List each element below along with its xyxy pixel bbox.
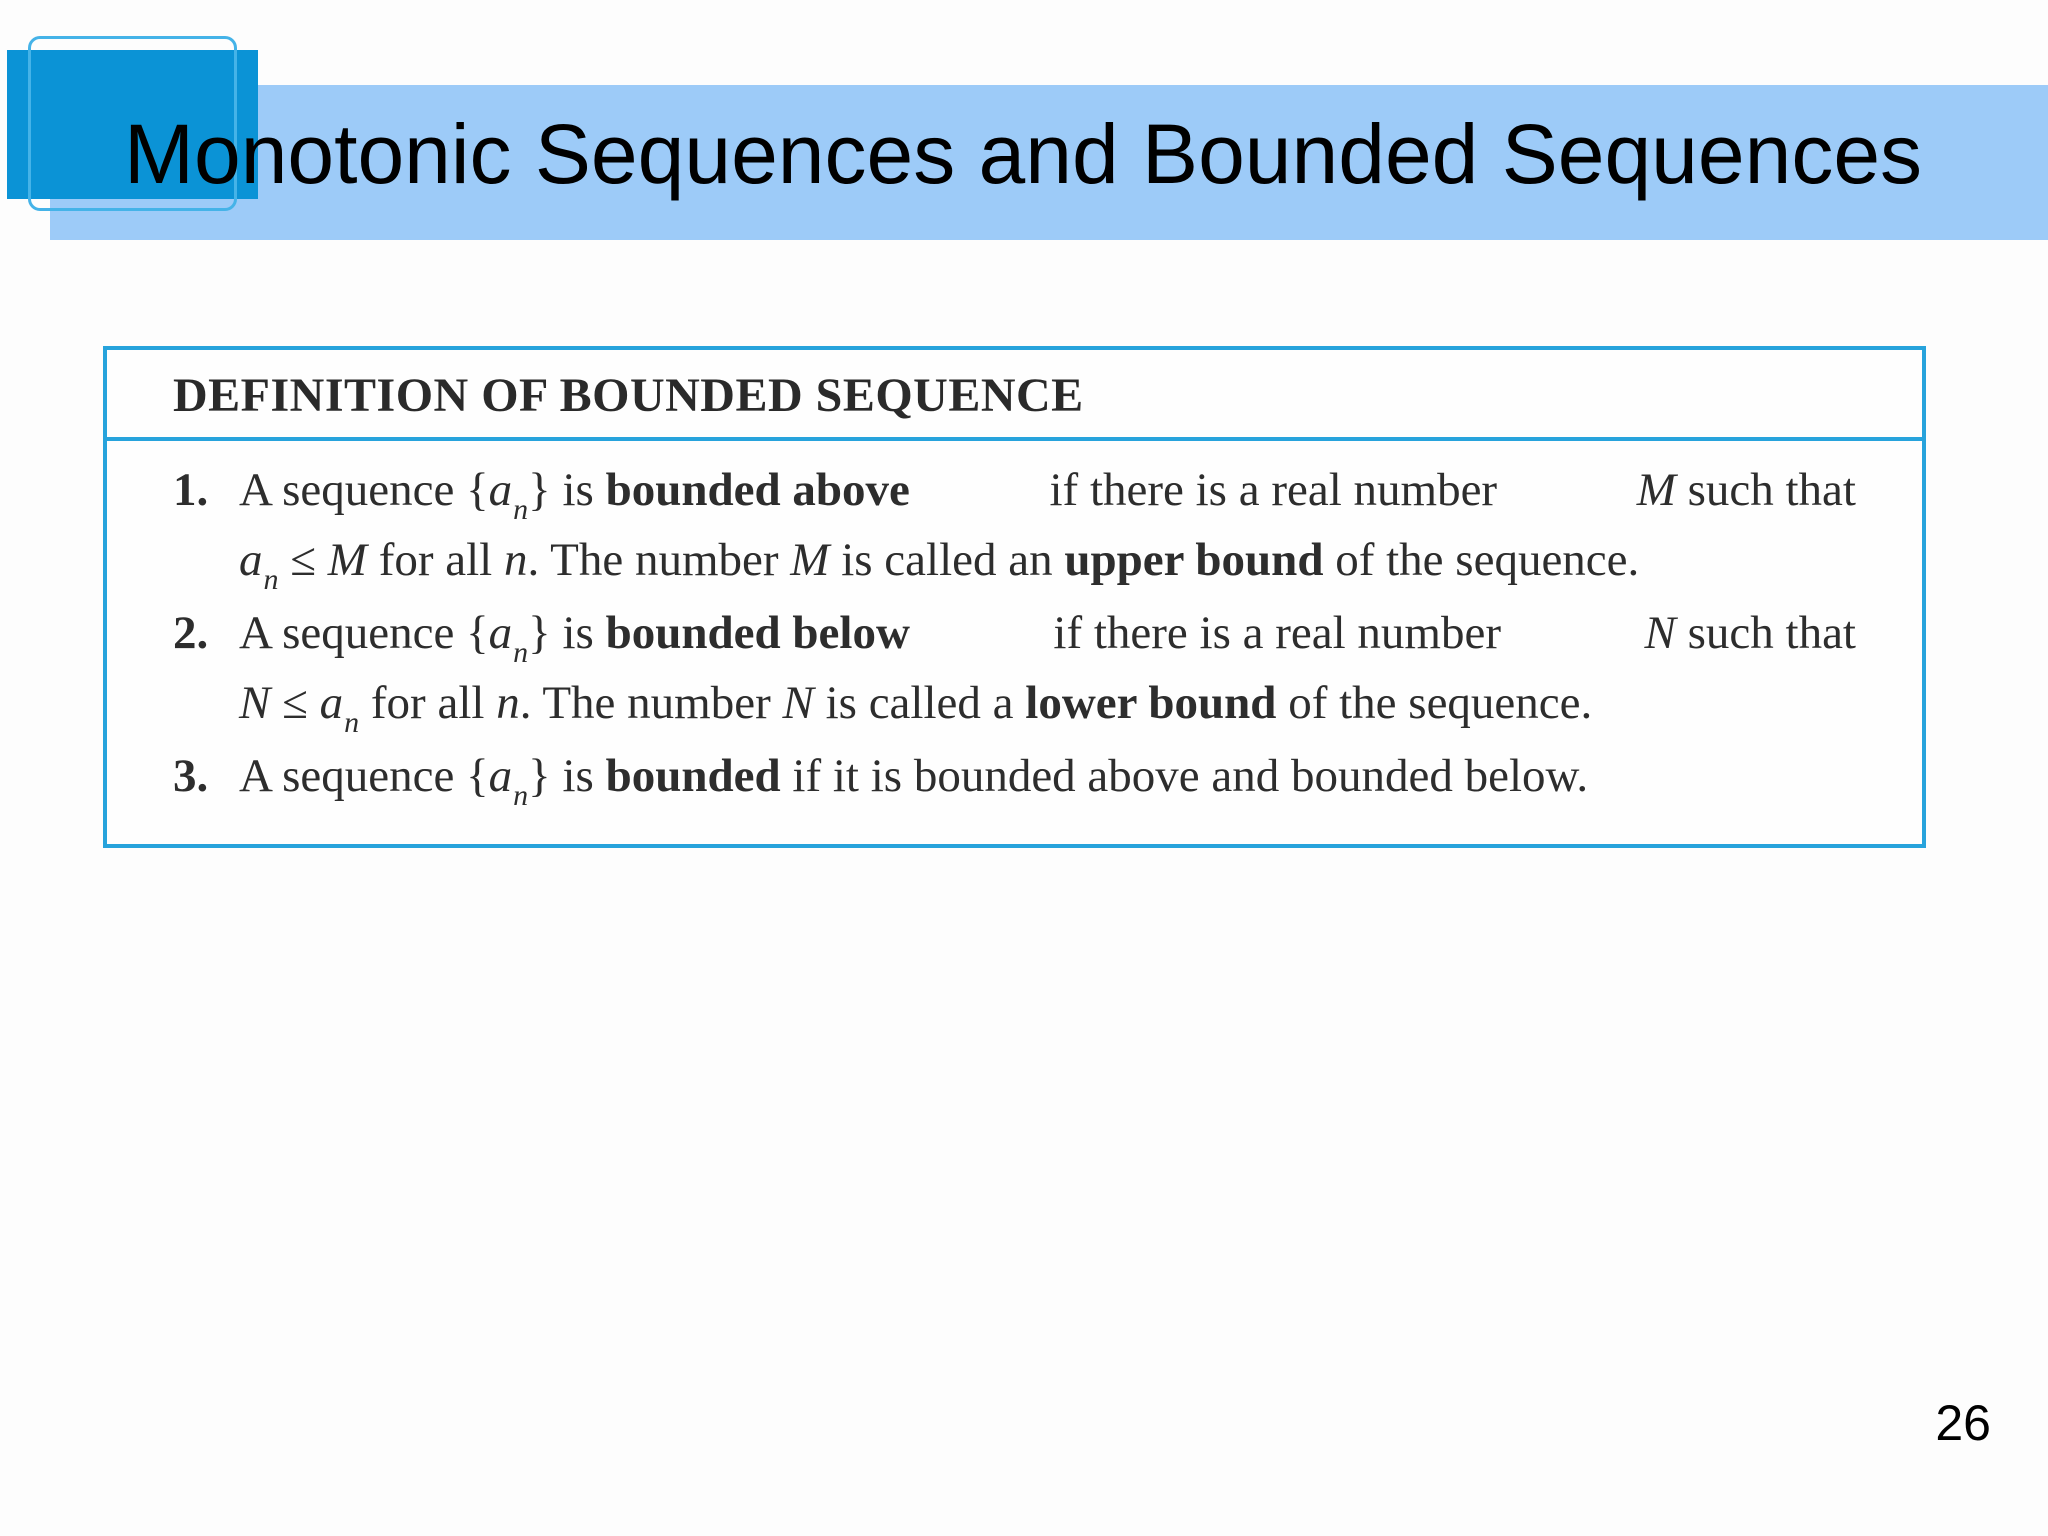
text-fragment: } is <box>528 607 606 659</box>
text-fragment: such that <box>1675 464 1856 516</box>
text-fragment: A sequence { <box>239 607 489 659</box>
text-fragment: for all <box>359 677 497 729</box>
definition-heading: DEFINITION OF BOUNDED SEQUENCE <box>173 369 1084 422</box>
definition-box <box>103 346 1926 848</box>
item-text <box>239 458 1856 598</box>
page-number: 26 <box>1935 1395 1991 1451</box>
math-variable: a <box>488 607 513 659</box>
text-fragment: if it is bounded above and bounded below. <box>780 750 1589 802</box>
math-variable: M <box>327 534 367 586</box>
math-subscript: n <box>513 493 529 526</box>
math-subscript: n <box>344 706 360 739</box>
defined-term: bounded <box>605 750 781 802</box>
item-line <box>239 744 1856 814</box>
definition-item-bounded <box>173 744 1856 814</box>
math-subscript: n <box>513 779 529 812</box>
math-variable: M <box>790 534 830 586</box>
item-line-end <box>1637 458 1856 528</box>
text-fragment: of the sequence. <box>1276 677 1593 729</box>
text-fragment: of the sequence. <box>1323 534 1640 586</box>
text-fragment: A sequence { <box>239 750 489 802</box>
defined-term: upper bound <box>1064 534 1324 586</box>
math-subscript: n <box>513 636 529 669</box>
math-variable: N <box>782 677 814 729</box>
text-fragment: if there is a real number <box>1053 607 1501 659</box>
item-number: 3. <box>173 750 209 802</box>
text-fragment: for all <box>366 534 504 586</box>
item-line-start <box>239 601 910 671</box>
math-variable: N <box>1644 607 1676 659</box>
defined-term: lower bound <box>1025 677 1277 729</box>
item-line-end <box>1645 601 1857 671</box>
item-line <box>239 671 1856 741</box>
text-fragment: A sequence { <box>239 464 489 516</box>
math-operator: ≤ <box>270 677 320 729</box>
math-variable: M <box>1636 464 1676 516</box>
item-number: 1. <box>173 464 209 516</box>
text-fragment: } is <box>528 464 606 516</box>
item-text <box>239 744 1856 814</box>
text-fragment: } is <box>528 750 606 802</box>
math-variable: a <box>488 464 513 516</box>
item-line <box>239 601 1856 671</box>
item-line-start <box>239 458 910 528</box>
slide-title: Monotonic Sequences and Bounded Sequences <box>124 107 1923 201</box>
text-fragment: such that <box>1675 607 1856 659</box>
defined-term: bounded above <box>605 464 910 516</box>
text-fragment: is called a <box>813 677 1026 729</box>
math-variable: n <box>503 534 528 586</box>
math-variable: a <box>239 534 263 586</box>
math-variable: n <box>496 677 520 729</box>
item-text <box>239 601 1856 741</box>
text-fragment: is called an <box>829 534 1065 586</box>
item-line <box>239 528 1856 598</box>
math-variable: N <box>239 677 271 729</box>
definition-header <box>107 350 1922 441</box>
math-variable: a <box>319 677 344 729</box>
math-operator: ≤ <box>278 534 328 586</box>
text-fragment: if there is a real number <box>1049 464 1498 516</box>
item-line <box>239 458 1856 528</box>
definition-item-bounded-above <box>173 458 1856 598</box>
math-subscript: n <box>263 563 279 596</box>
text-fragment: . The number <box>527 534 791 586</box>
item-number: 2. <box>173 607 209 659</box>
text-fragment: . The number <box>519 677 783 729</box>
math-variable: a <box>488 750 513 802</box>
definition-item-bounded-below <box>173 601 1856 741</box>
defined-term: bounded below <box>605 607 910 659</box>
